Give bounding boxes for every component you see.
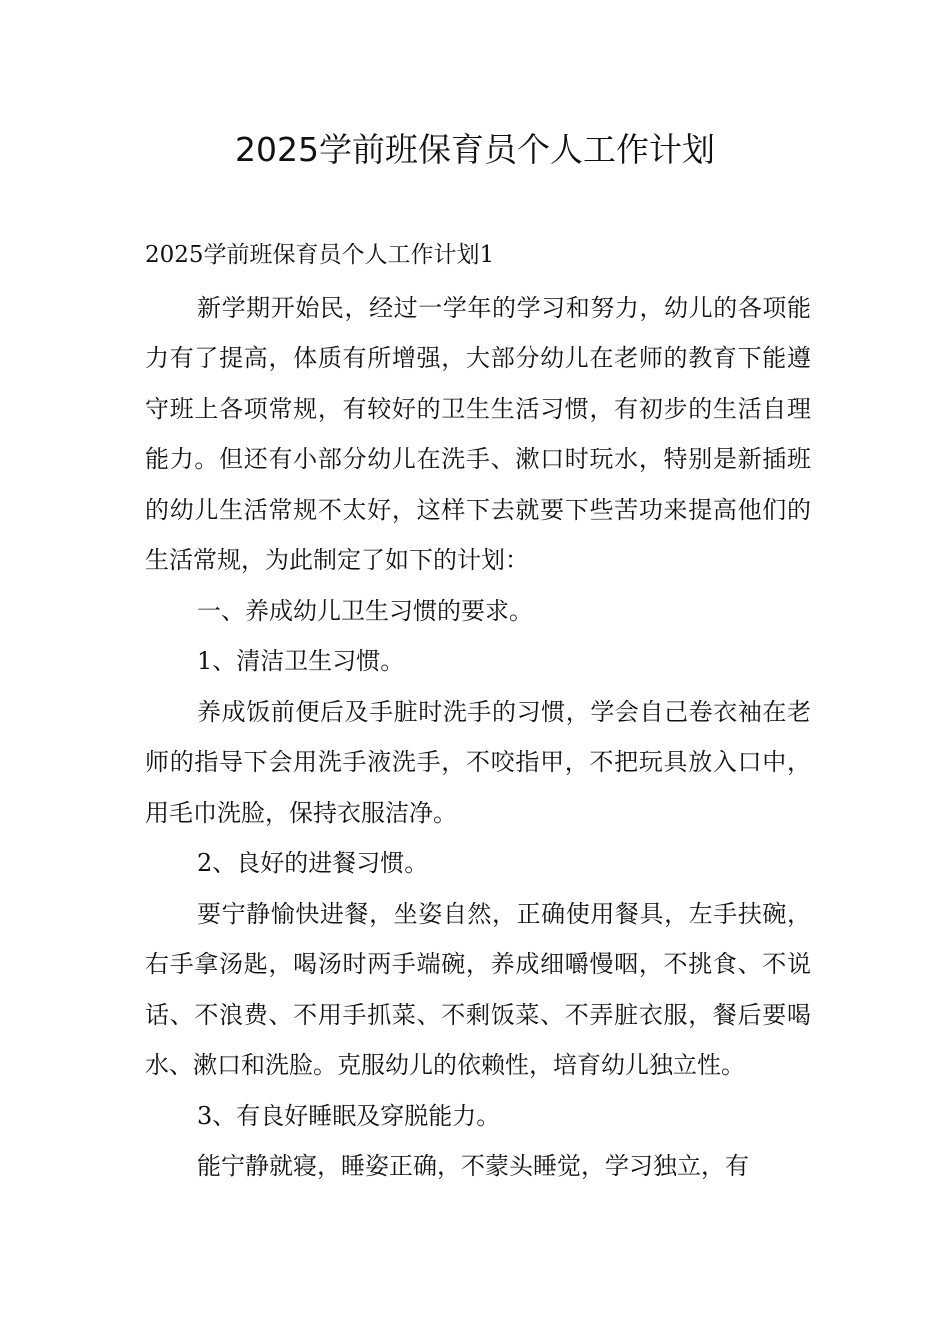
item-heading-dining: 2、良好的进餐习惯。 [197, 849, 429, 877]
paragraph-intro: 新学期开始民，经过一学年的学习和努力，幼儿的各项能力有了提高，体质有所增强，大部分幼儿在老师的教育下能遵守班上各项常规，有较好的卫生生活习惯，有初步的生活自理能力。但还有小部分幼儿在洗手、漱口时玩水，特别是新插班的幼儿生活常规不太好，这样下去就要下些苦功来提高他们的生活常规，为此制定了如下的计划： [145, 293, 811, 574]
paragraph-sleep: 能宁静就寝，睡姿正确，不蒙头睡觉，学习独立，有 [197, 1152, 749, 1180]
section-heading-hygiene: 一、养成幼儿卫生习惯的要求。 [197, 596, 533, 625]
paragraph-cleanliness: 养成饭前便后及手脏时洗手的习惯，学会自己卷衣袖在老师的指导下会用洗手液洗手，不咬指甲，不把玩具放入口中，用毛巾洗脸，保持衣服洁净。 [145, 697, 811, 827]
document-subtitle: 2025学前班保育员个人工作计划1 [145, 242, 495, 268]
item-heading-sleep: 3、有良好睡眠及穿脱能力。 [197, 1101, 501, 1130]
item-heading-cleanliness: 1、清洁卫生习惯。 [197, 647, 405, 675]
document-body [145, 230, 811, 1192]
document-title: 2025学前班保育员个人工作计划 [235, 130, 715, 169]
paragraph-dining: 要宁静愉快进餐，坐姿自然，正确使用餐具，左手扶碗，右手拿汤匙，喝汤时两手端碗，养成细嚼慢咽，不挑食、不说话、不浪费、不用手抓菜、不剩饭菜、不弄脏衣服，餐后要喝水、漱口和洗脸。克服幼儿的依赖性，培育幼儿独立性。 [145, 899, 811, 1079]
